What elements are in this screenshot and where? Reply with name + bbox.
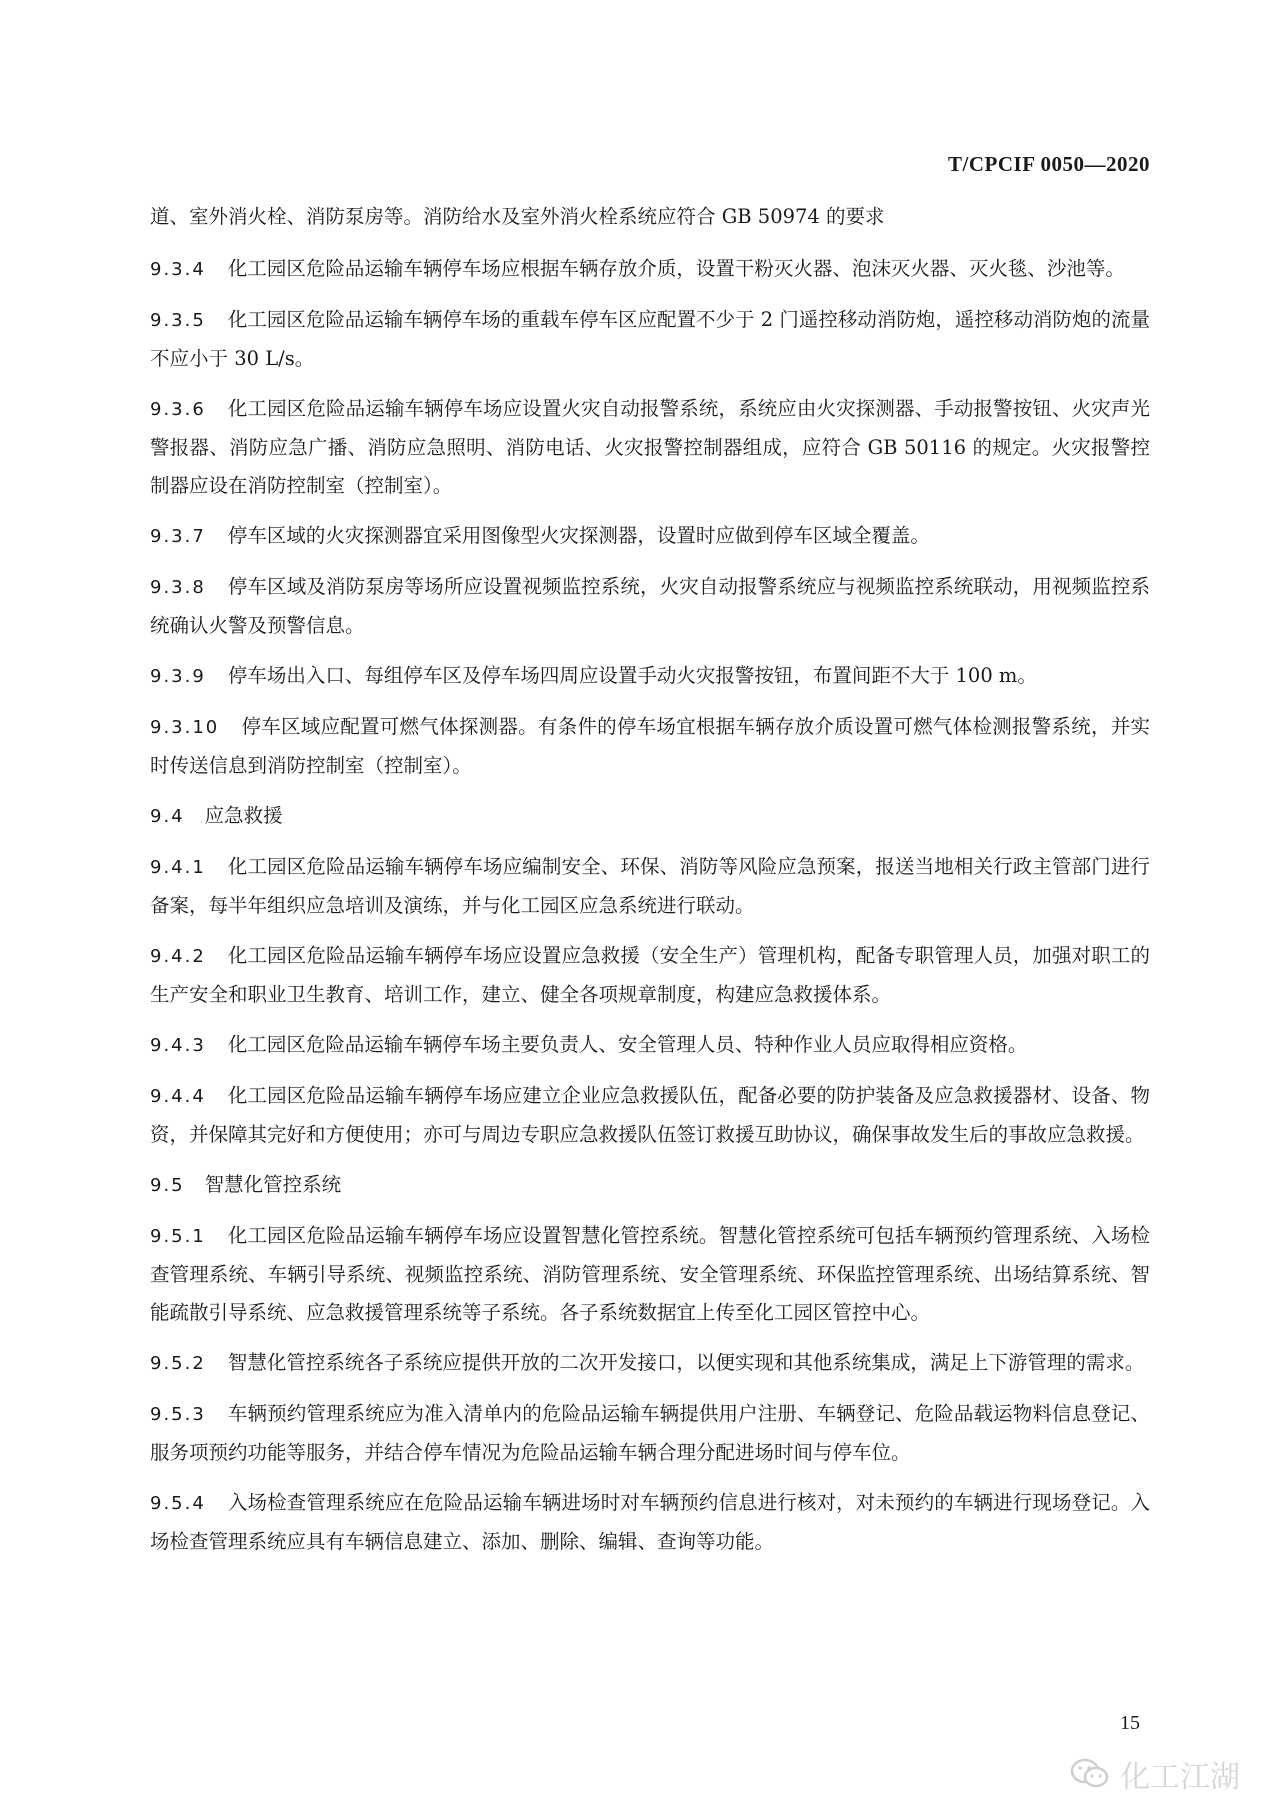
- clause-9-5-1: [150, 1217, 1150, 1332]
- clause-text: 停车区域及消防泵房等场所应设置视频监控系统，火灾自动报警系统应与视频监控系统联动，用视频监控系统确认火警及预警信息。: [150, 575, 1150, 637]
- clause-text: 化工园区危险品运输车辆停车场的重载车停车区应配置不少于 2 门遥控移动消防炮，遥控移动消防炮的流量不应小于 30 L/s。: [150, 308, 1150, 370]
- clause-text: 化工园区危险品运输车辆停车场主要负责人、安全管理人员、特种作业人员应取得相应资格。: [227, 1033, 1028, 1056]
- clause-9-3-9: [150, 657, 1150, 696]
- clause-number: 9.5.1: [150, 1226, 206, 1247]
- clause-number: 9.3.4: [150, 259, 206, 280]
- section-number: 9.4: [150, 806, 185, 827]
- clause-9-4-4: [150, 1077, 1150, 1154]
- section-heading-9-4: [150, 797, 1150, 836]
- clause-9-3-8: [150, 568, 1150, 645]
- clause-text: 化工园区危险品运输车辆停车场应设置应急救援（安全生产）管理机构，配备专职管理人员，加强对职工的生产安全和职业卫生教育、培训工作，建立、健全各项规章制度，构建应急救援体系。: [150, 944, 1150, 1006]
- clause-9-3-7: [150, 517, 1150, 556]
- clause-text: 停车区域的火灾探测器宜采用图像型火灾探测器，设置时应做到停车区域全覆盖。: [227, 524, 930, 547]
- clause-9-5-3: [150, 1395, 1150, 1472]
- clause-text: 停车区域应配置可燃气体探测器。有条件的停车场宜根据车辆存放介质设置可燃气体检测报警系统，并实时传送信息到消防控制室（控制室）。: [150, 715, 1150, 777]
- clause-text: 化工园区危险品运输车辆停车场应设置智慧化管控系统。智慧化管控系统可包括车辆预约管理系统、入场检查管理系统、车辆引导系统、视频监控系统、消防管理系统、安全管理系统、环保监控管理系统、出场结算系统、智能疏散引导系统、应急救援管理系统等子系统。各子系统数据宜上传至化工园区管控中心。: [150, 1224, 1150, 1324]
- clause-number: 9.3.7: [150, 526, 206, 547]
- clause-number: 9.3.6: [150, 399, 206, 420]
- clause-number: 9.4.4: [150, 1086, 206, 1107]
- clause-9-3-10: [150, 708, 1150, 785]
- clause-number: 9.5.4: [150, 1493, 206, 1514]
- clause-number: 9.4.3: [150, 1035, 206, 1056]
- clause-9-3-6: [150, 390, 1150, 505]
- clause-number: 9.3.8: [150, 577, 206, 598]
- clause-text: 车辆预约管理系统应为准入清单内的危险品运输车辆提供用户注册、车辆登记、危险品载运物料信息登记、服务项预约功能等服务，并结合停车情况为危险品运输车辆合理分配进场时间与停车位。: [150, 1402, 1150, 1464]
- clause-text: 停车场出入口、每组停车区及停车场四周应设置手动火灾报警按钮，布置间距不大于 100 m。: [227, 664, 1037, 687]
- clause-9-5-2: [150, 1344, 1150, 1383]
- clause-text: 入场检查管理系统应在危险品运输车辆进场时对车辆预约信息进行核对，对未预约的车辆进行现场登记。入场检查管理系统应具有车辆信息建立、添加、删除、编辑、查询等功能。: [150, 1491, 1150, 1553]
- section-title: 应急救援: [204, 804, 283, 827]
- clause-number: 9.3.10: [150, 717, 220, 738]
- clause-number: 9.5.3: [150, 1404, 206, 1425]
- clause-text: 化工园区危险品运输车辆停车场应编制安全、环保、消防等风险应急预案，报送当地相关行政主管部门进行备案，每半年组织应急培训及演练，并与化工园区应急系统进行联动。: [150, 855, 1150, 917]
- clause-9-4-2: [150, 937, 1150, 1014]
- section-heading-9-5: [150, 1166, 1150, 1205]
- clause-text: 化工园区危险品运输车辆停车场应建立企业应急救援队伍，配备必要的防护装备及应急救援器材、设备、物资，并保障其完好和方便使用；亦可与周边专职应急救援队伍签订救援互助协议，确保事故发生后的事故应急救援。: [150, 1084, 1150, 1146]
- watermark: [1070, 1752, 1240, 1796]
- standard-code: T/CPCIF 0050—2020: [948, 152, 1150, 176]
- clause-number: 9.5.2: [150, 1353, 206, 1374]
- section-number: 9.5: [150, 1175, 185, 1196]
- wechat-logo-icon: [1070, 1757, 1110, 1791]
- clause-number: 9.3.9: [150, 666, 206, 687]
- clause-number: 9.4.2: [150, 946, 206, 967]
- continuation-paragraph: 道、室外消火栓、消防泵房等。消防给水及室外消火栓系统应符合 GB 50974 的要求: [150, 205, 885, 228]
- clause-9-3-4: [150, 250, 1150, 289]
- clause-text: 化工园区危险品运输车辆停车场应根据车辆存放介质，设置干粉灭火器、泡沫灭火器、灭火毯、沙池等。: [227, 257, 1125, 280]
- clause-text: 化工园区危险品运输车辆停车场应设置火灾自动报警系统，系统应由火灾探测器、手动报警按钮、火灾声光警报器、消防应急广播、消防应急照明、消防电话、火灾报警控制器组成，应符合 GB 50116 的规定。火灾报警控制器应设在消防控制室（控制室）。: [150, 397, 1150, 497]
- section-title: 智慧化管控系统: [204, 1173, 342, 1196]
- document-body: [150, 198, 1150, 1573]
- clause-text: 智慧化管控系统各子系统应提供开放的二次开发接口，以便实现和其他系统集成，满足上下游管理的需求。: [227, 1351, 1145, 1374]
- clause-9-4-3: [150, 1026, 1150, 1065]
- page-number: 15: [1120, 1712, 1140, 1734]
- watermark-text: 化工江湖: [1120, 1760, 1240, 1795]
- clause-number: 9.3.5: [150, 310, 206, 331]
- clause-9-3-5: [150, 301, 1150, 378]
- clause-9-4-1: [150, 848, 1150, 925]
- clause-9-5-4: [150, 1484, 1150, 1561]
- clause-number: 9.4.1: [150, 857, 206, 878]
